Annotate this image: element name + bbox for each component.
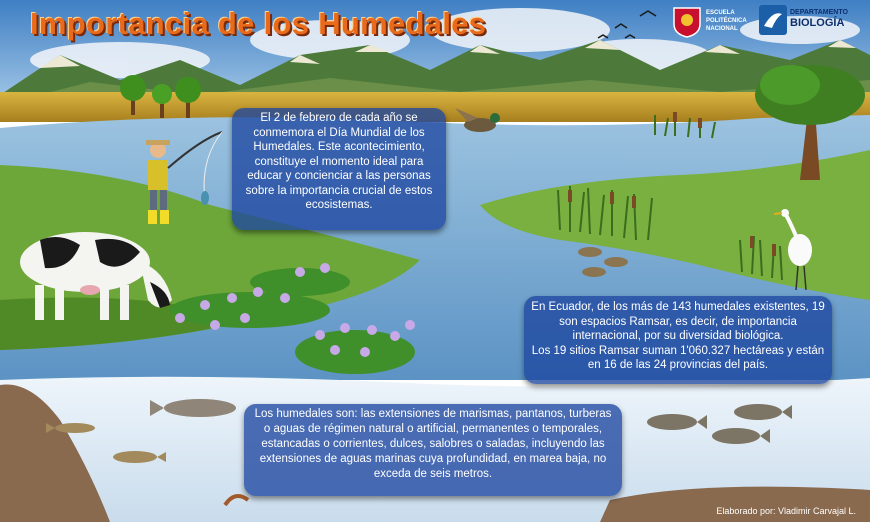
page-title: Importancia de los Humedales bbox=[30, 6, 487, 41]
world-wetlands-day-box bbox=[232, 108, 446, 230]
biologia-logo-line2: BIOLOGÍA bbox=[790, 17, 845, 29]
ecuador-ramsar-box bbox=[524, 296, 832, 384]
epn-logo-line: NACIONAL bbox=[706, 26, 738, 32]
world-wetlands-day-text: El 2 de febrero de cada año se conmemora el Día Mundial de los Humedales. Este acontecimiento, constituye el momento ideal para educar y concienciar a las personas sobre la importancia crucial de estos ecosistemas. bbox=[245, 112, 433, 211]
epn-shield-icon bbox=[672, 6, 702, 38]
epn-logo-line: POLITÉCNICA bbox=[706, 18, 747, 24]
wetland-definition-box bbox=[244, 404, 622, 496]
author-credit: Elaborado por: Vladimir Carvajal L. bbox=[716, 506, 856, 516]
epn-logo-line: ESCUELA bbox=[706, 10, 735, 16]
biologia-logo-line1: DEPARTAMENTO bbox=[790, 9, 848, 16]
ecuador-ramsar-text-2: Los 19 sitios Ramsar suman 1'060.327 hectáreas y están en 16 de las 24 provincias del país. bbox=[531, 344, 825, 371]
biologia-logo bbox=[758, 4, 868, 38]
wetland-definition-text: Los humedales son: las extensiones de marismas, pantanos, turberas o aguas de régimen natural o artificial, permanentes o temporales, estancadas o corrientes, dulces, salobres o saladas, incluyendo las extensiones de aguas marinas cuya profundidad, en marea baja, no exceda de seis metros. bbox=[254, 408, 612, 480]
biologia-bird-icon bbox=[758, 4, 788, 36]
ecuador-ramsar-text-1: En Ecuador, de los más de 143 humedales existentes, 19 son espacios Ramsar, es decir, de importancia internacional, por su diversidad biológica. bbox=[531, 301, 825, 342]
